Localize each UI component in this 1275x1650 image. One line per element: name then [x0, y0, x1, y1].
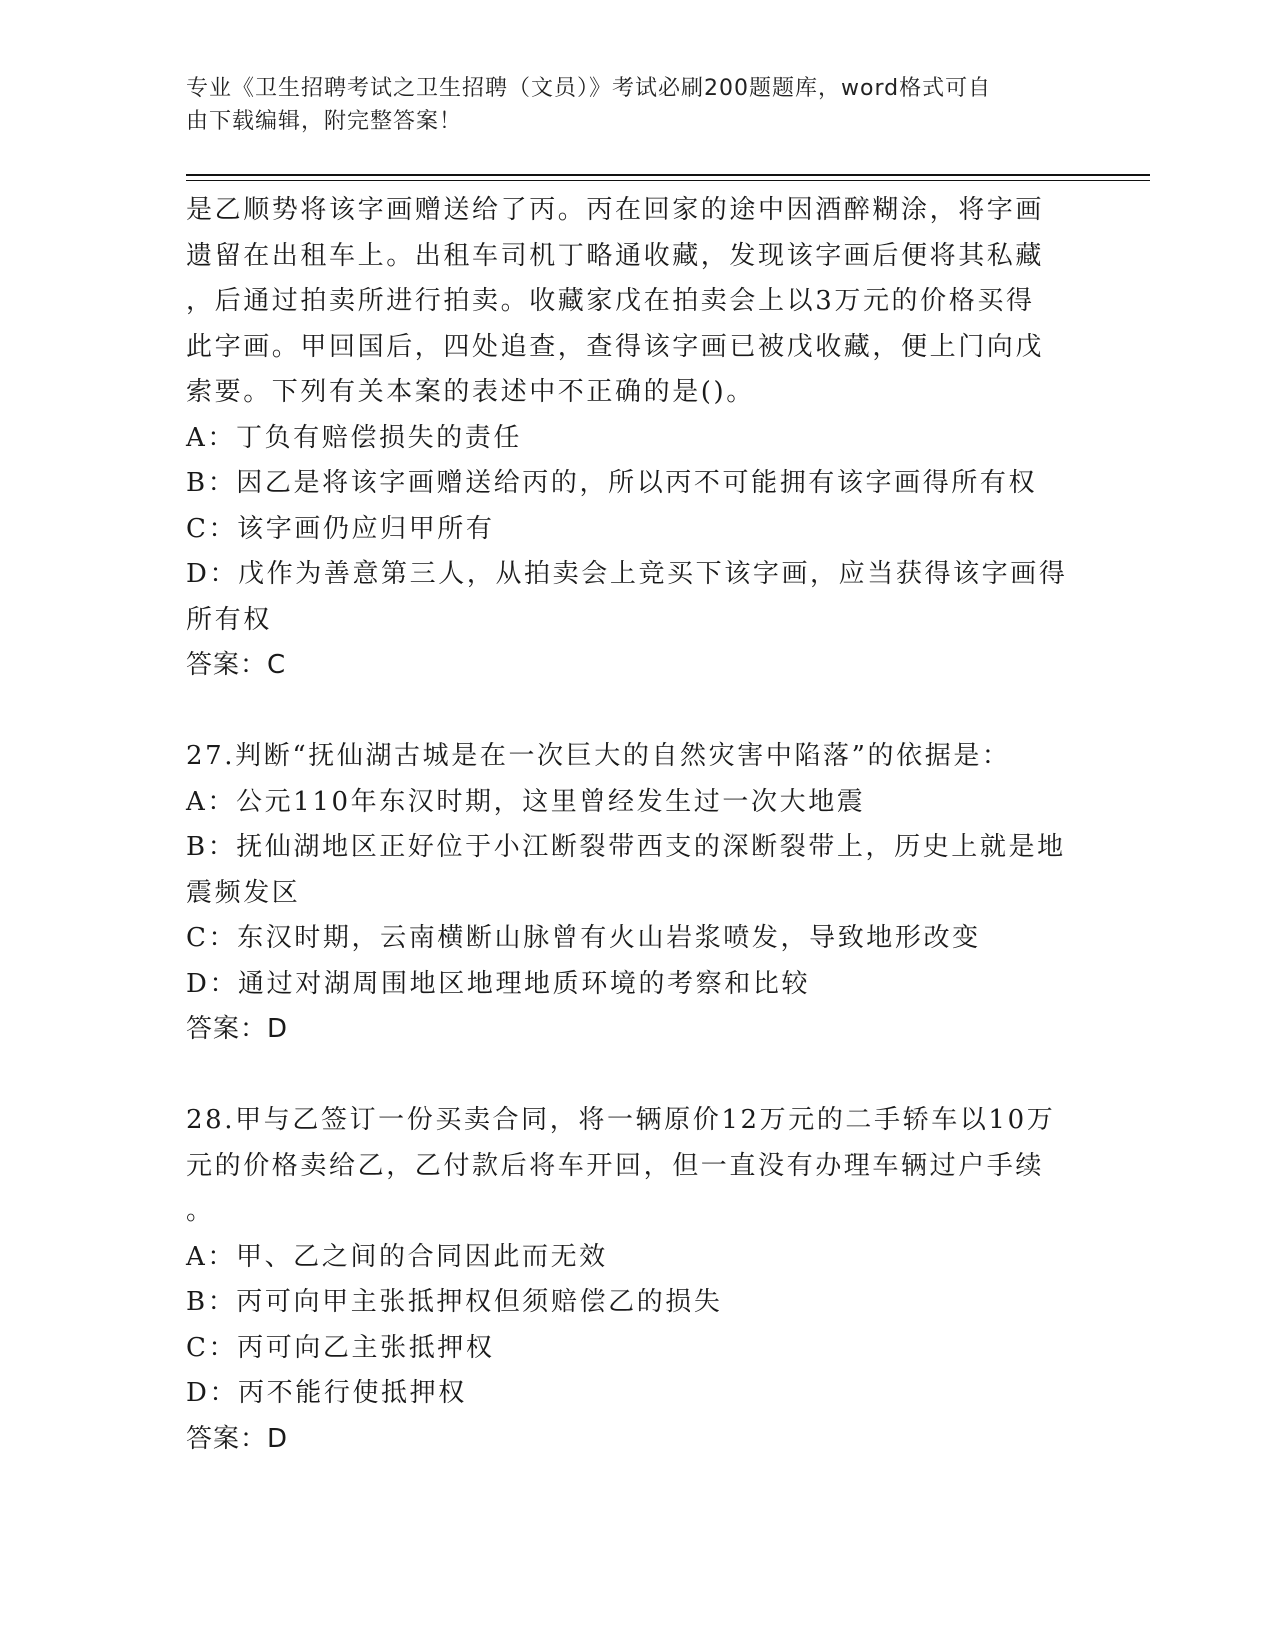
- question-stem-line: 元的价格卖给乙，乙付款后将车开回，但一直没有办理车辆过户手续: [186, 1150, 1045, 1181]
- question-26: [186, 188, 1086, 689]
- answer-label: 答案：D: [186, 1014, 289, 1044]
- question-stem-line: 是乙顺势将该字画赠送给了丙。丙在回家的途中因酒醉糊涂，将字画: [186, 195, 1045, 225]
- option-b: B：因乙是将该字画赠送给丙的，所以丙不可能拥有该字画得所有权: [186, 468, 1038, 498]
- option-b-continued: 震频发区: [186, 877, 301, 908]
- question-stem-line: ，后通过拍卖所进行拍卖。收藏家戊在拍卖会上以3万元的价格买得: [186, 286, 1035, 316]
- spacer: [186, 689, 1086, 735]
- question-stem-line: 。: [186, 1196, 215, 1226]
- question-stem-line: 28.甲与乙签订一份买卖合同，将一辆原价12万元的二手轿车以10万: [186, 1105, 1056, 1135]
- header-line-1: 专业《卫生招聘考试之卫生招聘（文员）》考试必刷200题题库，word格式可自: [186, 76, 992, 101]
- option-b: B：丙可向甲主张抵押权但须赔偿乙的损失: [186, 1287, 723, 1317]
- question-stem-line: 27.判断“抚仙湖古城是在一次巨大的自然灾害中陷落”的依据是：: [186, 741, 1011, 771]
- option-d: D：通过对湖周围地区地理地质环境的考察和比较: [186, 968, 811, 999]
- option-c: C：该字画仍应归甲所有: [186, 513, 495, 544]
- option-c: C：丙可向乙主张抵押权: [186, 1332, 495, 1363]
- option-a: A：甲、乙之间的合同因此而无效: [186, 1241, 608, 1272]
- answer-label: 答案：C: [186, 650, 287, 680]
- question-stem-line: 索要。下列有关本案的表述中不正确的是()。: [186, 377, 755, 407]
- question-28: [186, 1098, 1086, 1462]
- spacer: [186, 1053, 1086, 1099]
- answer-label: 答案：D: [186, 1423, 289, 1454]
- header-line-2: 由下载编辑，附完整答案！: [186, 109, 463, 134]
- header-rule-thick: [186, 174, 1150, 176]
- option-c: C：东汉时期，云南横断山脉曾有火山岩浆喷发，导致地形改变: [186, 923, 981, 953]
- question-stem-line: 此字画。甲回国后，四处追查，查得该字画已被戊收藏，便上门向戊: [186, 331, 1045, 362]
- option-b: B：抚仙湖地区正好位于小江断裂带西支的深断裂带上，历史上就是地: [186, 832, 1066, 862]
- question-27: [186, 734, 1086, 1053]
- header-rule-thin: [186, 180, 1150, 181]
- question-stem-line: 遗留在出租车上。出租车司机丁略通收藏，发现该字画后便将其私藏: [186, 240, 1045, 271]
- option-d-continued: 所有权: [186, 604, 272, 635]
- document-header: [186, 72, 1066, 138]
- option-d: D：丙不能行使抵押权: [186, 1378, 467, 1408]
- option-a: A：公元110年东汉时期，这里曾经发生过一次大地震: [186, 786, 866, 817]
- document-body: [186, 188, 1086, 1462]
- option-a: A：丁负有赔偿损失的责任: [186, 422, 522, 453]
- option-d: D：戊作为善意第三人，从拍卖会上竞买下该字画，应当获得该字画得: [186, 559, 1068, 589]
